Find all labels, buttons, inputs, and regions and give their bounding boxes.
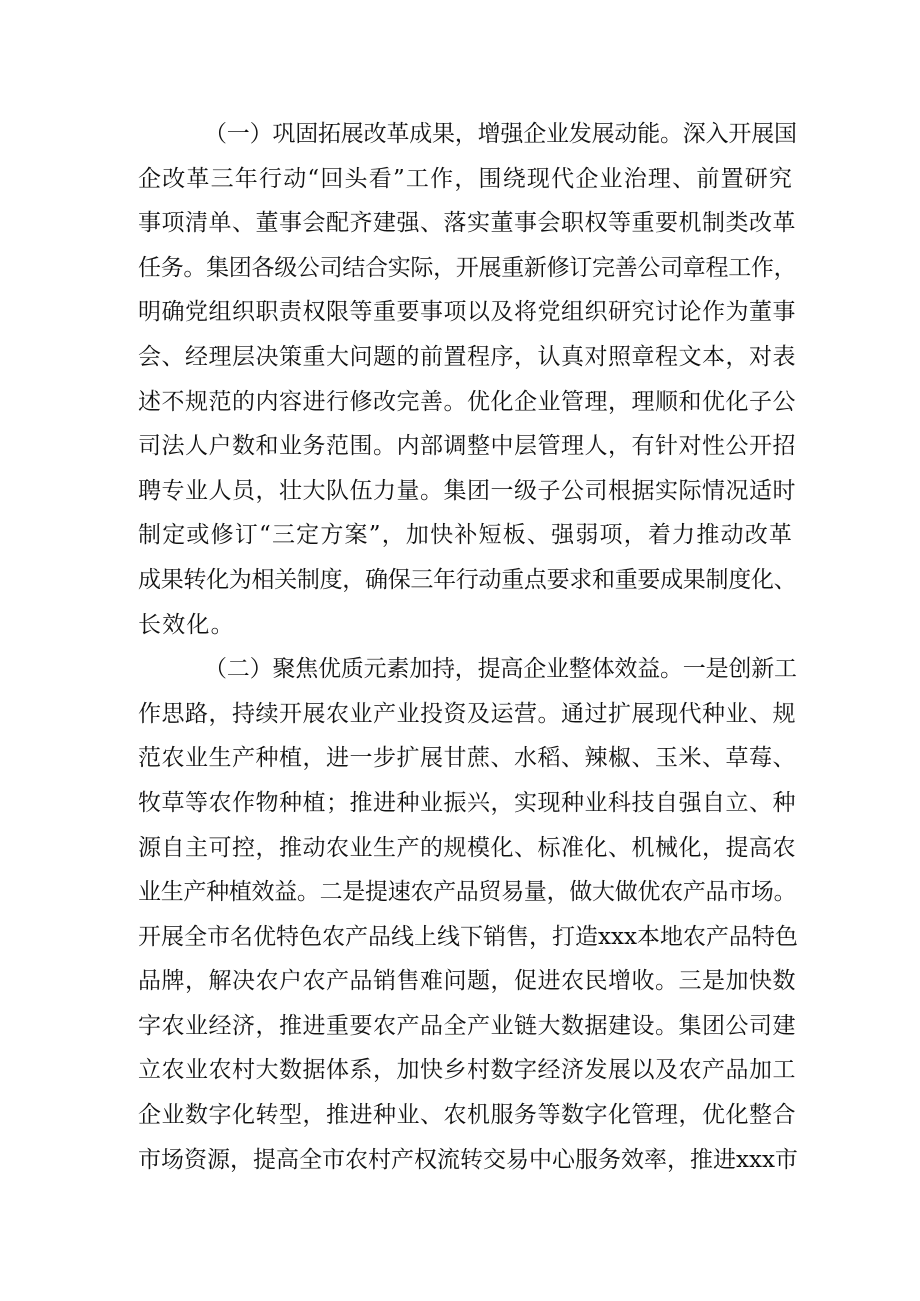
- text-line: 品牌，解决农户农产品销售难问题，促进农民增收。三是加快数: [138, 968, 796, 995]
- text-line: 字农业经济，推进重要农产品全产业链大数据建设。集团公司建: [138, 1012, 796, 1039]
- paragraph-1: [138, 112, 798, 647]
- text-line: 会、经理层决策重大问题的前置程序，认真对照章程文本，对表: [138, 343, 796, 370]
- text-line: 述不规范的内容进行修改完善。优化企业管理，理顺和优化子公: [138, 388, 796, 415]
- paragraph-2: [138, 647, 798, 1182]
- text-line: 市场资源，提高全市农村产权流转交易中心服务效率，推进xxx市: [138, 1146, 798, 1173]
- text-line: 事项清单、董事会配齐建强、落实董事会职权等重要机制类改革: [138, 210, 796, 237]
- text-line: 作思路，持续开展农业产业投资及运营。通过扩展现代种业、规: [138, 700, 796, 727]
- document-body: [138, 112, 798, 1182]
- text-line: 长效化。: [138, 611, 235, 638]
- text-line: 聘专业人员，壮大队伍力量。集团一级子公司根据实际情况适时: [138, 477, 796, 504]
- text-line: （一）巩固拓展改革成果，增强企业发展动能。深入开展国: [204, 121, 797, 147]
- text-line: 司法人户数和业务范围。内部调整中层管理人，有针对性公开招: [138, 433, 796, 460]
- text-line: 范农业生产种植，进一步扩展甘蔗、水稻、辣椒、玉米、草莓、: [138, 745, 796, 772]
- text-line: 开展全市名优特色农产品线上线下销售，打造xxx本地农产品特色: [138, 923, 798, 950]
- text-line: 制定或修订“三定方案”，加快补短板、强弱项，着力推动改革: [138, 522, 794, 549]
- text-line: 明确党组织职责权限等重要事项以及将党组织研究讨论作为董事: [138, 299, 796, 326]
- text-line: 任务。集团各级公司结合实际，开展重新修订完善公司章程工作，: [138, 254, 797, 281]
- text-line: 立农业农村大数据体系，加快乡村数字经济发展以及农产品加工: [138, 1057, 796, 1084]
- text-line: 企改革三年行动“回头看”工作，围绕现代企业治理、前置研究: [138, 165, 794, 192]
- text-line: 源自主可控，推动农业生产的规模化、标准化、机械化，提高农: [138, 834, 796, 861]
- text-line: （二）聚焦优质元素加持，提高企业整体效益。一是创新工: [204, 656, 797, 683]
- text-line: 牧草等农作物种植；推进种业振兴，实现种业科技自强自立、种: [138, 789, 796, 816]
- text-line: 企业数字化转型，推进种业、农机服务等数字化管理，优化整合: [138, 1102, 796, 1129]
- text-line: 业生产种植效益。二是提速农产品贸易量，做大做优农产品市场。: [138, 879, 797, 906]
- text-line: 成果转化为相关制度，确保三年行动重点要求和重要成果制度化、: [138, 566, 797, 593]
